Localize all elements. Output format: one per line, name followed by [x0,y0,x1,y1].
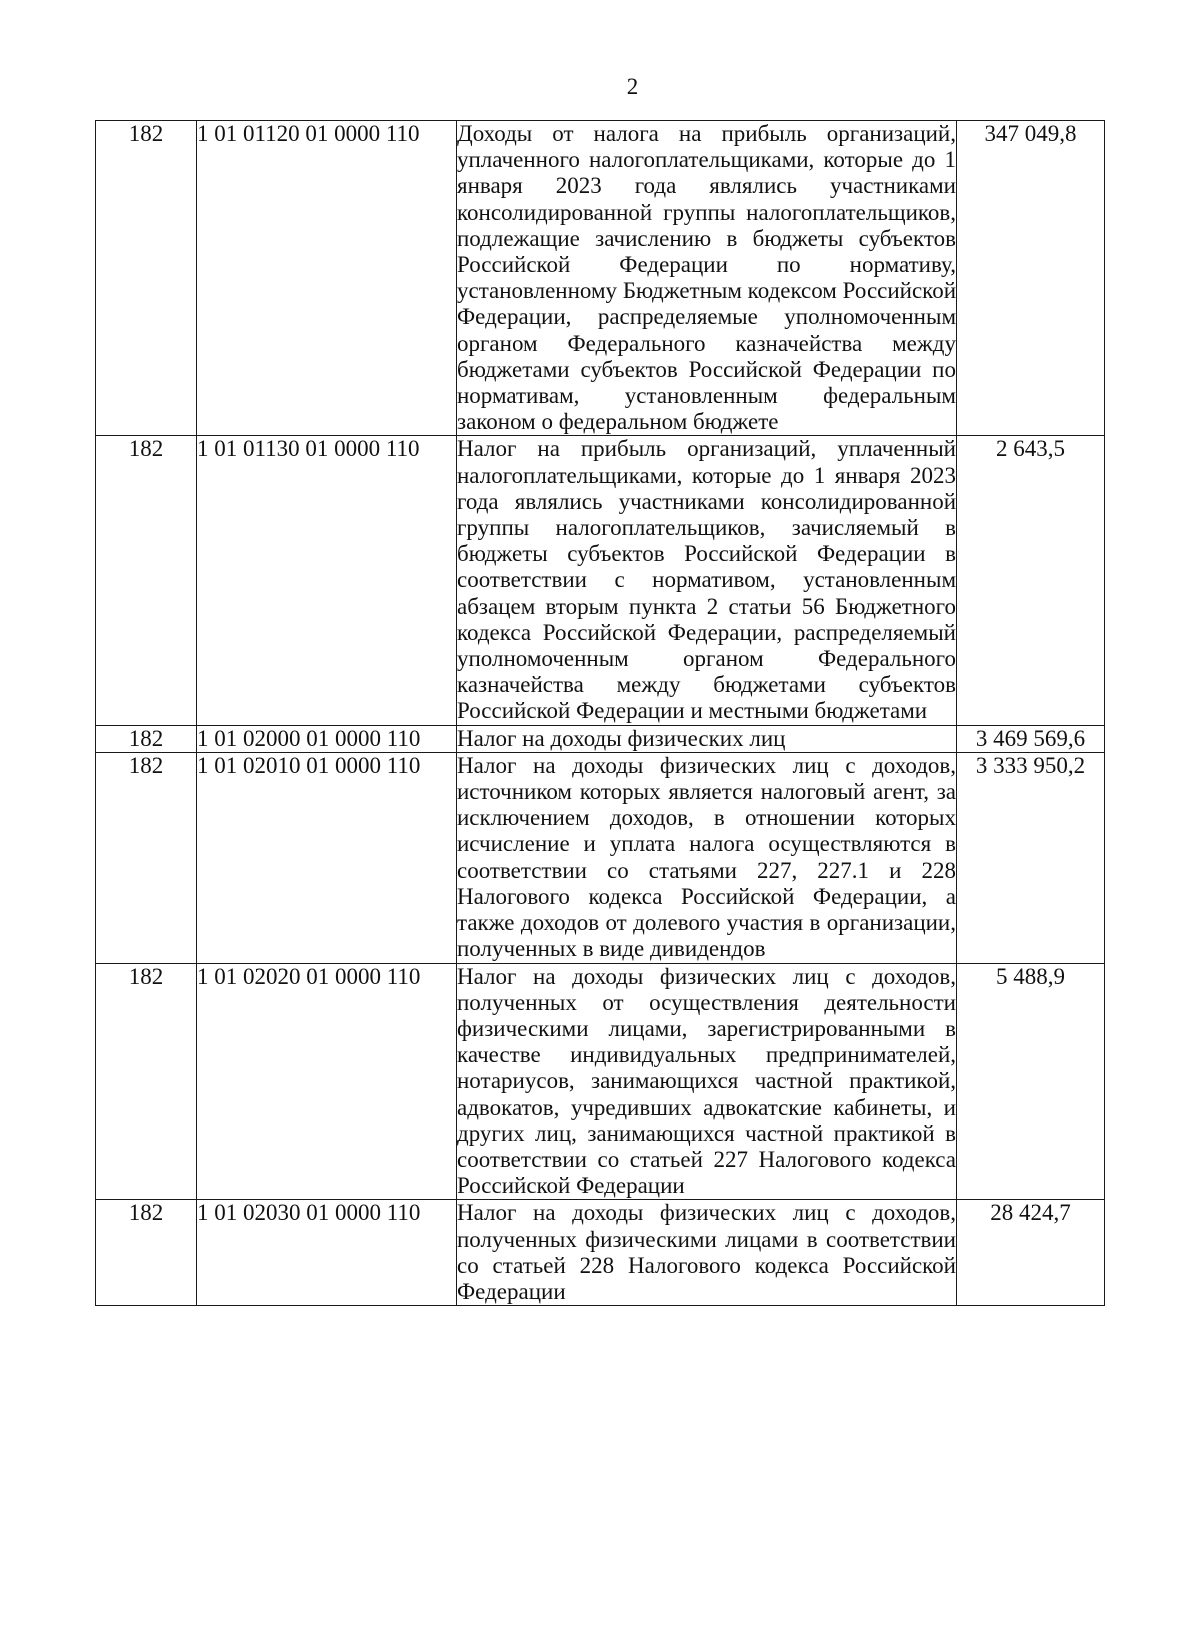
revenue-name-cell: Налог на прибыль организаций, уплаченный налогоплательщиками, которые до 1 января 2023 года являлись участниками консолидированной группы налогоплательщиков, зачисляемый в бюджеты субъектов Российской Федерации в соответствии с нормативом, установленным абзацем вторым пункта 2 статьи 56 Бюджетного кодекса Российской Федерации, распределяемый уполномоченным органом Федерального казначейства между бюджетами субъектов Российской Федерации и местными бюджетами [457,436,956,724]
amount-cell: 3 333 950,2 [957,752,1105,963]
budget-classification-code-cell: 1 01 02010 01 0000 110 [197,752,457,963]
table-row [96,963,1105,1200]
budget-classification-code-cell: 1 01 02000 01 0000 110 [197,725,457,752]
admin-code-cell: 182 [96,1200,197,1306]
admin-code-cell: 182 [96,725,197,752]
revenue-name-cell: Доходы от налога на прибыль организаций, уплаченного налогоплательщиками, которые до 1 января 2023 года являлись участниками консолидированной группы налогоплательщиков, подлежащие зачислению в бюджеты субъектов Российской Федерации по нормативу, установленному Бюджетным кодексом Российской Федерации, распределяемые уполномоченным органом Федерального казначейства между бюджетами субъектов Российской Федерации по нормативам, установленным федеральным законом о федеральном бюджете [457,121,956,435]
revenue-name-cell: Налог на доходы физических лиц с доходов, полученных физическими лицами в соответствии со статьей 228 Налогового кодекса Российской Федерации [457,1200,956,1304]
admin-code-cell: 182 [96,752,197,963]
admin-code-cell: 182 [96,963,197,1200]
table-row [96,1200,1105,1306]
table-row [96,752,1105,963]
table-row [96,725,1105,752]
table-row [96,121,1105,436]
revenue-table [95,120,1105,1306]
admin-code-cell: 182 [96,436,197,725]
revenue-name-cell: Налог на доходы физических лиц [457,725,957,752]
budget-classification-code-cell: 1 01 01120 01 0000 110 [197,121,457,436]
amount-cell: 5 488,9 [957,963,1105,1200]
amount-cell: 2 643,5 [957,436,1105,725]
amount-cell: 3 469 569,6 [957,725,1105,752]
amount-cell: 347 049,8 [957,121,1105,436]
page-number: 2 [626,74,639,99]
table-row [96,436,1105,725]
revenue-name-cell: Налог на доходы физических лиц с доходов, полученных от осуществления деятельности физическими лицами, зарегистрированными в качестве индивидуальных предпринимателей, нотариусов, занимающихся частной практикой, адвокатов, учредивших адвокатские кабинеты, и других лиц, занимающихся частной практикой в соответствии со статьей 227 Налогового кодекса Российской Федерации [457,963,956,1199]
admin-code-cell: 182 [96,121,197,436]
budget-classification-code-cell: 1 01 02020 01 0000 110 [197,963,457,1200]
budget-classification-code-cell: 1 01 01130 01 0000 110 [197,436,457,725]
amount-cell: 28 424,7 [957,1200,1105,1306]
budget-classification-code-cell: 1 01 02030 01 0000 110 [197,1200,457,1306]
revenue-name-cell: Налог на доходы физических лиц с доходов, источником которых является налоговый агент, за исключением доходов, в отношении которых исчисление и уплата налога осуществляются в соответствии со статьями 227, 227.1 и 228 Налогового кодекса Российской Федерации, а также доходов от долевого участия в организации, полученных в виде дивидендов [457,752,956,962]
